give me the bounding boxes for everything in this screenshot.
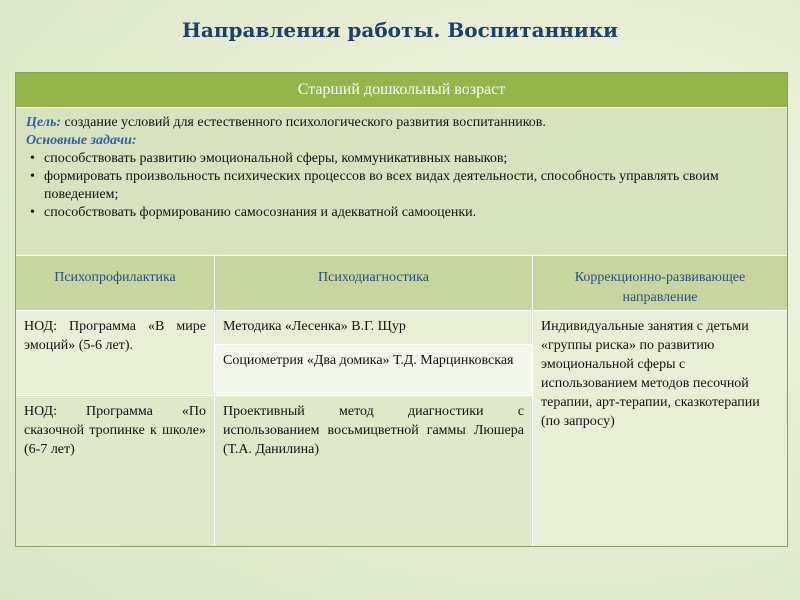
diagnostics-cell-2: Социометрия «Два домика» Т.Д. Марцинковская [215, 345, 532, 396]
work-directions-table [15, 72, 788, 547]
column-prophylaxis [16, 256, 215, 546]
column-header-correction: Коррекционно-развивающее направление [533, 256, 787, 311]
column-diagnostics [215, 256, 533, 546]
age-group-header: Старший дошкольный возраст [16, 73, 787, 108]
goal-line [26, 114, 777, 132]
goal-label: Цель: [26, 115, 61, 130]
column-header-prophylaxis: Психопрофилактика [16, 256, 214, 311]
diagnostics-cell-3: Проективный метод диагностики с использованием восьмицветной гаммы Люшера (Т.А. Данилина) [215, 396, 532, 546]
correction-cell: Индивидуальные занятия с детьми «группы риска» по развитию эмоциональной сферы с использованием методов песочной терапии, арт-терапии, сказкотерапии (по запросу) [533, 311, 787, 546]
tasks-label: Основные задачи: [26, 133, 137, 148]
prophylaxis-cell-2: НОД: Программа «По сказочной тропинке к школе» (6-7 лет) [16, 396, 214, 546]
task-item: • способствовать формированию самосознания и адекватной самооценки. [44, 204, 777, 222]
task-item: • формировать произвольность психических процессов во всех видах деятельности, способность управлять своим поведением; [44, 168, 777, 204]
column-header-diagnostics: Психодиагностика [215, 256, 532, 311]
column-correction [533, 256, 787, 546]
goals-block [16, 108, 787, 256]
slide-title: Направления работы. Воспитанники [182, 18, 618, 42]
columns-row [16, 256, 787, 546]
task-item: • способствовать развитию эмоциональной сферы, коммуникативных навыков; [44, 150, 777, 168]
diagnostics-cell-1: Методика «Лесенка» В.Г. Щур [215, 311, 532, 345]
tasks-list [26, 150, 777, 222]
prophylaxis-cell-1: НОД: Программа «В мире эмоций» (5-6 лет). [16, 311, 214, 396]
goal-text: создание условий для естественного психологического развития воспитанников. [64, 115, 546, 130]
